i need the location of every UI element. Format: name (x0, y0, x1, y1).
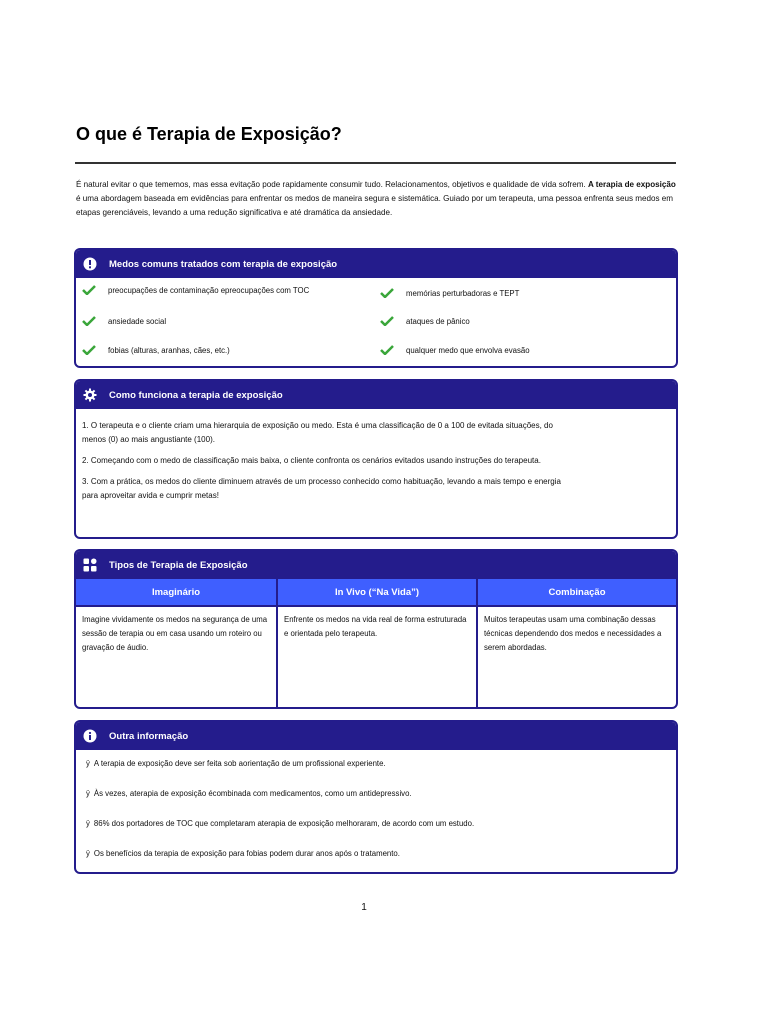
list-item (380, 345, 530, 355)
type-heading: Imaginário (76, 579, 276, 607)
other-text: A terapia de exposição deve ser feita sob aorientação de um profissional experiente. (93, 759, 386, 768)
check-icon (82, 316, 96, 326)
fear-label: ataques de pânico (406, 316, 470, 326)
other-list (76, 750, 676, 874)
how-card-header (76, 381, 676, 409)
other-text: Às vezes, aterapia de exposição écombinada com medicamentos, como um antidepressivo. (93, 789, 412, 798)
other-card-title: Outra informação (109, 730, 189, 742)
type-column (276, 579, 476, 707)
type-heading: In Vivo (“Na Vida”) (278, 579, 476, 607)
how-step-2: 2. Começando com o medo de classificação mais baixa, o cliente confronta os cenários evitados usando instruções do terapeuta. (82, 456, 541, 465)
type-column (476, 579, 676, 707)
types-card-header (76, 551, 676, 579)
gear-icon (83, 388, 97, 402)
other-card (74, 720, 678, 874)
page-number: 1 (361, 902, 367, 913)
other-text: Os benefícios da terapia de exposição para fobias podem durar anos após o tratamento. (93, 849, 400, 858)
check-icon (380, 345, 394, 355)
fear-label: memórias perturbadoras e TEPT (406, 288, 520, 298)
check-icon (82, 285, 96, 295)
fear-label: qualquer medo que envolva evasão (406, 345, 530, 355)
exclamation-icon (83, 257, 97, 271)
type-column (76, 579, 276, 707)
types-table (76, 579, 676, 707)
intro-text-1: É natural evitar o que tememos, mas essa evitação pode rapidamente consumir tudo. Relacionamentos, objetivos e qualidade de vida sofrem. (76, 180, 588, 189)
grid-icon (83, 558, 97, 572)
how-step-1: 1. O terapeuta e o cliente criam uma hierarquia de exposição ou medo. Esta é uma classificação de 0 a 100 de evitada situações, do menos (0) ao mais angustiante (100). (82, 421, 553, 444)
info-icon (83, 729, 97, 743)
check-icon (380, 288, 394, 298)
intro-bold: A terapia de exposição (588, 180, 676, 189)
list-item (380, 288, 519, 298)
type-description: Enfrente os medos na vida real de forma estruturada e orientada pelo terapeuta. (284, 615, 467, 638)
title-divider (75, 162, 676, 164)
fear-label: ansiedade social (108, 316, 167, 326)
fears-card (74, 248, 678, 368)
page-title: O que é Terapia de Exposição? (76, 124, 342, 144)
bullet: ÿ (86, 819, 90, 828)
how-step-3: 3. Com a prática, os medos do cliente diminuem através de um processo conhecido como habituação, levando a mais tempo e energia para aproveitar avida e cumprir metas! (82, 477, 561, 500)
fears-card-header (76, 250, 676, 278)
list-item (86, 846, 676, 874)
intro-text-2: é uma abordagem baseada em evidências para enfrentar os medos de maneira segura e sistemática. Guiado por um terapeuta, uma pessoa enfrenta seus medos em etapas gerenciáveis, levando a uma redução significativa e até dramática da ansiedade. (76, 194, 674, 217)
how-card-title: Como funciona a terapia de exposição (109, 389, 283, 401)
bullet: ÿ (86, 849, 90, 858)
type-heading: Combinação (478, 579, 676, 607)
bullet: ÿ (86, 789, 90, 798)
list-item (82, 285, 309, 295)
type-description: Imagine vividamente os medos na segurança de uma sessão de terapia ou em casa usando um roteiro ou gravação de áudio. (82, 615, 268, 652)
check-icon (82, 345, 96, 355)
how-steps (76, 409, 676, 503)
intro-paragraph (76, 178, 676, 220)
check-icon (380, 316, 394, 326)
list-item (86, 816, 676, 846)
fears-card-title: Medos comuns tratados com terapia de exposição (109, 258, 338, 270)
types-card (74, 549, 678, 709)
other-text: 86% dos portadores de TOC que completaram aterapia de exposição melhoraram, de acordo com um estudo. (93, 819, 475, 828)
fear-label: preocupações de contaminação epreocupações com TOC (108, 285, 310, 295)
types-card-title: Tipos de Terapia de Exposição (109, 559, 248, 571)
type-description: Muitos terapeutas usam uma combinação dessas técnicas dependendo dos medos e necessidades a serem abordadas. (484, 615, 662, 652)
bullet: ÿ (86, 759, 90, 768)
list-item (82, 316, 166, 326)
list-item (86, 756, 676, 786)
fear-label: fobias (alturas, aranhas, cães, etc.) (108, 345, 230, 355)
list-item (86, 786, 676, 816)
how-card (74, 379, 678, 539)
list-item (82, 345, 230, 355)
fears-list (76, 278, 676, 366)
other-card-header (76, 722, 676, 750)
list-item (380, 316, 470, 326)
